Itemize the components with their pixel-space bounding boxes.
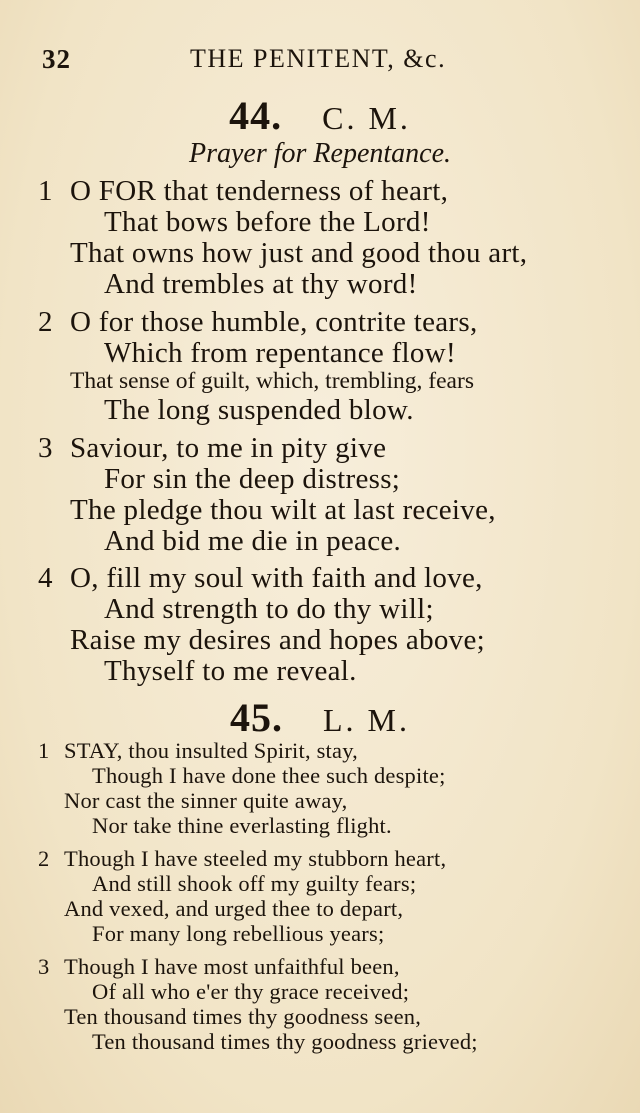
verse-number: 1 [38, 738, 50, 763]
verse-line: That sense of guilt, which, trembling, fears [70, 368, 474, 394]
verse-text: Though I have most unfaithful been, [64, 954, 400, 979]
verse-line: Nor cast the sinner quite away, [64, 788, 348, 813]
running-title: THE PENITENT, &c. [190, 44, 447, 73]
verse-number: 1 [38, 175, 53, 207]
verse-number: 4 [38, 562, 53, 594]
verse-line: And bid me die in peace. [104, 525, 402, 557]
verse-line [38, 954, 400, 980]
verse-number: 2 [38, 306, 53, 338]
verse-line: For sin the deep distress; [104, 463, 401, 495]
verse-line: Raise my desires and hopes above; [70, 624, 485, 656]
verse-line [38, 432, 386, 465]
verse-line: Ten thousand times thy goodness seen, [64, 1004, 422, 1029]
verse-line: And strength to do thy will; [104, 593, 434, 625]
verse-line: Ten thousand times thy goodness grieved; [92, 1029, 478, 1054]
verse-line: Thyself to me reveal. [104, 655, 357, 687]
verse-text: Though I have steeled my stubborn heart, [64, 846, 447, 871]
verse-text: STAY, thou insulted Spirit, stay, [64, 738, 359, 763]
verse-line: That bows before the Lord! [104, 206, 431, 238]
verse-line: And still shook off my guilty fears; [92, 871, 417, 896]
verse-line [38, 175, 448, 208]
verse-line: For many long rebellious years; [92, 921, 385, 946]
hymn-subtitle: Prayer for Repentance. [188, 138, 452, 169]
verse-number: 2 [38, 846, 50, 871]
hymn-45-heading [0, 694, 640, 741]
hymn-meter: C. M. [322, 100, 411, 136]
verse-line: And vexed, and urged thee to depart, [64, 896, 404, 921]
verse-text: Saviour, to me in pity give [70, 432, 387, 464]
hymn-44-heading [0, 92, 640, 139]
hymn-meter: L. M. [323, 702, 410, 738]
verse-line: Though I have done thee such despite; [92, 763, 446, 788]
verse-line [38, 562, 483, 595]
verse-text: O, fill my soul with faith and love, [70, 562, 483, 594]
running-head [40, 40, 600, 76]
verse-text: O for those humble, contrite tears, [70, 306, 478, 338]
hymn-number: 45. [230, 695, 283, 740]
verse-line: Of all who e'er thy grace received; [92, 979, 410, 1004]
verse-text: O FOR that tenderness of heart, [70, 175, 449, 207]
hymn-number: 44. [229, 93, 283, 138]
verse-line: That owns how just and good thou art, [70, 237, 528, 269]
page-number: 32 [42, 44, 71, 74]
verse-line: The long suspended blow. [104, 394, 414, 426]
verse-number: 3 [38, 954, 50, 979]
verse-line: The pledge thou wilt at last receive, [70, 494, 496, 526]
verse-line: And trembles at thy word! [104, 268, 418, 300]
verse-line: Which from repentance flow! [104, 337, 456, 369]
verse-number: 3 [38, 432, 53, 464]
verse-line: Nor take thine everlasting flight. [92, 813, 392, 838]
verse-line [38, 738, 358, 764]
verse-line [38, 846, 446, 872]
verse-line [38, 306, 478, 339]
